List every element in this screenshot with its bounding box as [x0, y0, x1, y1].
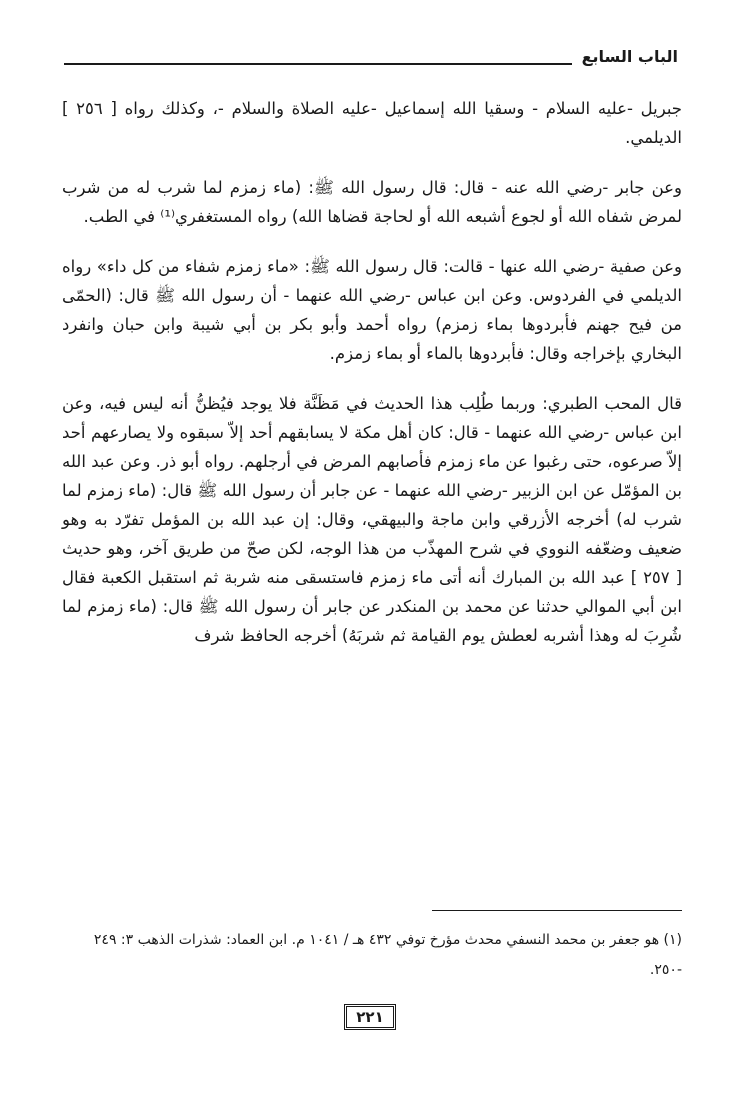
paragraph-1: جبريل -عليه السلام - وسقيا الله إسماعيل -عليه الصلاة والسلام -، وكذلك رواه [ ٢٥٦ ] الديلمي. — [62, 99, 683, 147]
main-text — [62, 94, 682, 650]
chapter-title: الباب السابع — [572, 44, 678, 70]
paragraph-4: قال المحب الطبري: وربما طُلِب هذا الحديث في مَظَنَّة فلا يوجد فيُظنُّ أنه ليس فيه، وعن ابن عباس -رضي الله عنهما - قال: كان أهل مكة لا يسابقهم أحد إلاّ سبقوه ولا يصارعهم أحد إلاّ صرعوه، حتى رغبوا عن ماء زمزم فأصابهم المرض في أرجلهم. رواه أبو ذر. وعن عبد الله بن المؤمّل عن ابن الزبير -رضي الله عنهما - عن جابر أن رسول الله ﷺ قال: (ماء زمزم لما شرب له) أخرجه الأزرقي وابن ماجة والبيهقي، وقال: إن عبد الله بن المؤمل تفرّد به وهو ضعيف وضعّفه النووي في شرح المهذّب من هذا الوجه، لكن صحّ من طريق آخر، وهو حديث [ ٢٥٧ ] عبد الله بن المبارك أنه أتى ماء زمزم فاستسقى منه شربة ثم استقبل الكعبة فقال ابن أبي الموالي حدثنا عن محمد بن المنكدر عن جابر أن رسول الله ﷺ قال: (ماء زمزم لما شُرِبَ له وهذا أشربه لعطش يوم القيامة ثم شربَهُ) أخرجه الحافظ شرف — [62, 394, 683, 645]
footnote-separator — [432, 910, 682, 911]
paragraph-3: وعن صفية -رضي الله عنها - قالت: قال رسول الله ﷺ: «ماء زمزم شفاء من كل داء» رواه الديلمي في الفردوس. وعن ابن عباس -رضي الله عنهما - أن رسول الله ﷺ قال: (الحمّى من فيح جهنم فأبردوها بماء زمزم) رواه أحمد وأبو بكر بن أبي شيبة وابن حبان وانفرد البخاري بإخراجه وقال: فأبردوها بالماء أو بماء زمزم. — [62, 257, 682, 363]
paragraph-2: وعن جابر -رضي الله عنه - قال: قال رسول الله ﷺ: (ماء زمزم لما شرب له من شرب لمرض شفاه الله أو لجوع أشبعه الله أو لحاجة قضاها الله) رواه المستغفري⁽¹⁾ في الطب. — [62, 178, 682, 226]
page-number: ٢٢١ — [344, 1004, 396, 1030]
footnote: (١) هو جعفر بن محمد النسفي محدث مؤرخ توفي ٤٣٢ هـ / ١٠٤١ م. ابن العماد: شذرات الذهب ٣: ٢٤٩ -٢٥٠. — [93, 932, 682, 978]
running-header — [64, 44, 678, 74]
